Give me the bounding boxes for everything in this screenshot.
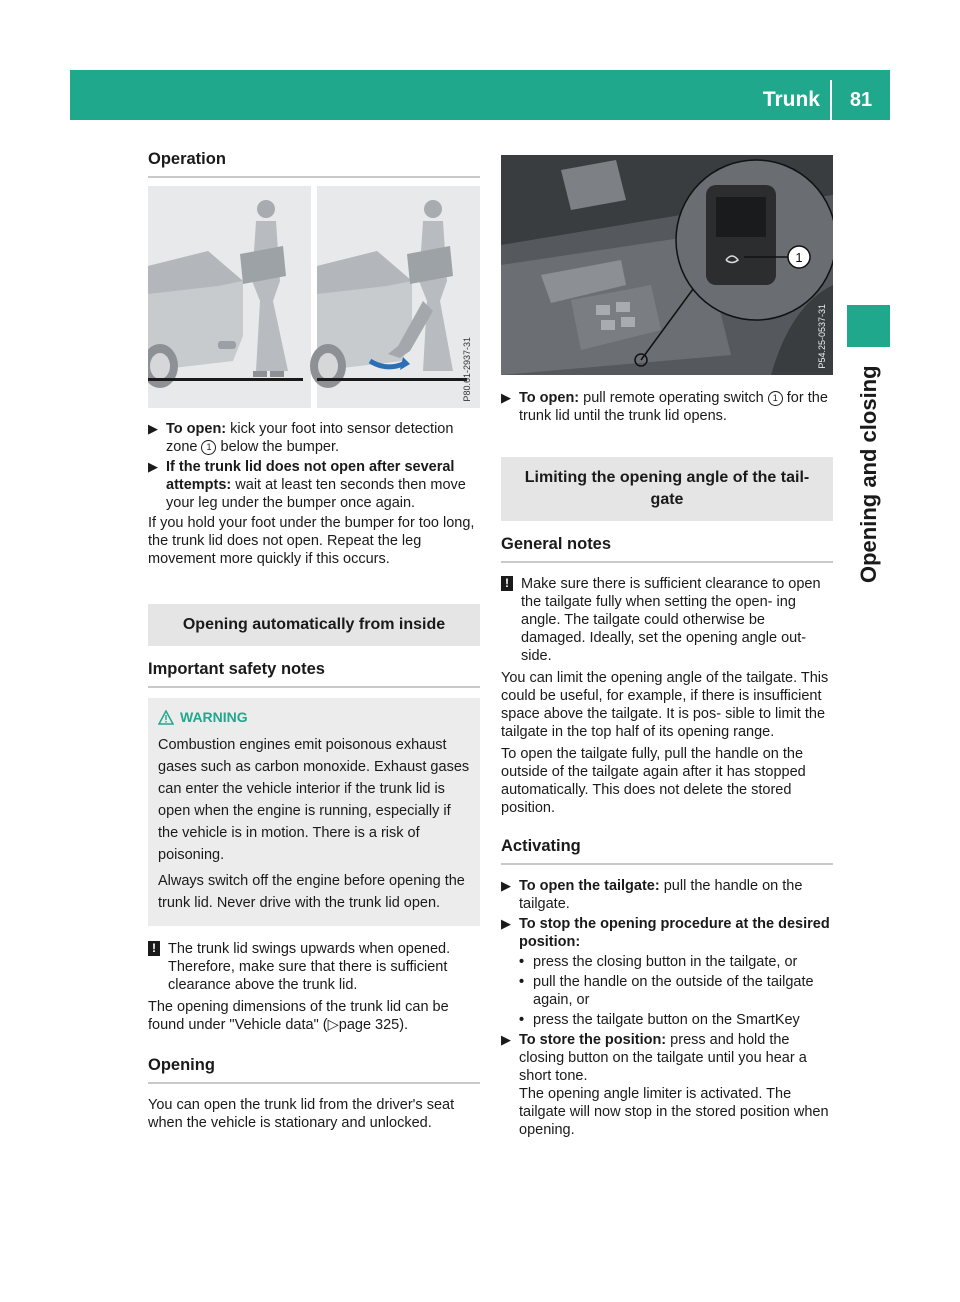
step-arrow-icon: ▶ — [148, 421, 158, 436]
exclamation-icon: ! — [148, 941, 160, 956]
page-ref-arrow-icon: ▷ — [327, 1017, 339, 1033]
warning-triangle-icon — [158, 710, 174, 725]
figure-callout-1: 1 — [795, 250, 803, 265]
callout-1-icon: 1 — [201, 440, 216, 455]
note-clearance: ! Make sure there is sufficient clearance to open the tailgate fully when setting the open- ing angle. The tailgate could otherwise be damaged. Ideally, set the opening angle out- side. — [501, 575, 833, 665]
foot-sensor-illustration — [148, 186, 480, 408]
opening-paragraph: You can open the trunk lid from the driver's seat when the vehicle is stationary and unlocked. — [148, 1097, 455, 1131]
opening-heading: Opening — [148, 1056, 480, 1084]
step-store-position: ▶ To store the position: press and hold the closing button on the tailgate until you hear a short tone. The opening angle limiter is activated. The tailgate will now stop in the stored position when opening. — [501, 1032, 829, 1138]
step-arrow-icon: ▶ — [501, 878, 511, 893]
step-arrow-icon: ▶ — [148, 459, 158, 474]
right-column — [501, 155, 833, 1139]
safety-heading: Important safety notes — [148, 660, 480, 688]
step-arrow-icon: ▶ — [501, 916, 511, 931]
open-fully-paragraph: To open the tailgate fully, pull the handle on the outside of the tailgate again after it has stopped automatically. This does not delete the stored position. — [501, 746, 806, 816]
dimensions-paragraph: The opening dimensions of the trunk lid can be found under "Vehicle data" (▷page 325). — [148, 999, 449, 1033]
figure-code: P80.61-2937-31 — [462, 337, 472, 402]
note-trunk-swings: ! The trunk lid swings upwards when opened. Therefore, make sure that there is sufficient clearance above the trunk lid. — [148, 940, 480, 994]
step-open-tailgate: ▶ To open the tailgate: pull the handle on the tailgate. — [501, 878, 803, 912]
bullet-dot-icon: • — [519, 974, 525, 990]
warning-title: WARNING — [158, 708, 470, 726]
step-arrow-icon: ▶ — [501, 1032, 511, 1047]
warning-text-1: Combustion engines emit poisonous exhaust gases such as carbon monoxide. Exhaust gases can enter the vehicle interior if the trunk lid is open when the engine is running, especially if the vehicle is in motion. There is a risk of poisoning. — [158, 737, 470, 863]
section-bar-inside: Opening automatically from inside — [148, 604, 480, 646]
warning-text-2: Always switch off the engine before opening the trunk lid. Never drive with the trunk lid open. — [158, 873, 465, 911]
activating-heading: Activating — [501, 837, 833, 865]
limit-angle-paragraph: You can limit the opening angle of the tailgate. This could be useful, for example, if there is insufficient space above the tailgate. It is pos- sible to limit the tailgate in the top half of its opening range. — [501, 670, 829, 740]
step-to-open: ▶ To open: kick your foot into sensor detection zone 1 below the bumper. — [148, 421, 454, 455]
figure-code: P54.25-0537-31 — [817, 304, 827, 369]
section-bar-angle: Limiting the opening angle of the tail- gate — [501, 457, 833, 521]
chapter-tab-label: Opening and closing — [856, 365, 881, 583]
hold-foot-paragraph: If you hold your foot under the bumper for too long, the trunk lid does not open. Repeat the leg movement more quickly if this occurs. — [148, 515, 475, 567]
figure-hands-free-access — [148, 186, 480, 408]
page-number: 81 — [849, 89, 873, 111]
step-stop-opening: ▶ To stop the opening procedure at the desired position: — [501, 916, 830, 950]
section-title: Trunk — [762, 88, 820, 111]
left-column — [148, 150, 480, 1132]
callout-1-icon: 1 — [768, 391, 783, 406]
exclamation-icon: ! — [501, 576, 513, 591]
chapter-tab-marker — [847, 305, 890, 347]
operation-heading: Operation — [148, 150, 480, 178]
header-bar — [70, 70, 890, 120]
step-arrow-icon: ▶ — [501, 390, 511, 405]
list-item: • pull the handle on the outside of the tailgate again, or — [519, 974, 814, 1008]
general-notes-heading: General notes — [501, 535, 833, 563]
door-panel-illustration — [501, 155, 833, 375]
list-item: • press the tailgate button on the SmartKey — [519, 1012, 800, 1028]
bullet-dot-icon: • — [519, 1012, 525, 1028]
bullet-dot-icon: • — [519, 954, 525, 970]
warning-box — [148, 698, 480, 926]
step-remote-open: ▶ To open: pull remote operating switch 1 for the trunk lid until the trunk lid opens. — [501, 390, 828, 424]
page-ref-link[interactable]: page 325). — [338, 1017, 409, 1033]
list-item: • press the closing button in the tailgate, or — [519, 954, 798, 970]
step-not-open: ▶ If the trunk lid does not open after several attempts: wait at least ten seconds then move your leg under the bumper once again. — [148, 459, 466, 511]
figure-door-switch — [501, 155, 833, 375]
